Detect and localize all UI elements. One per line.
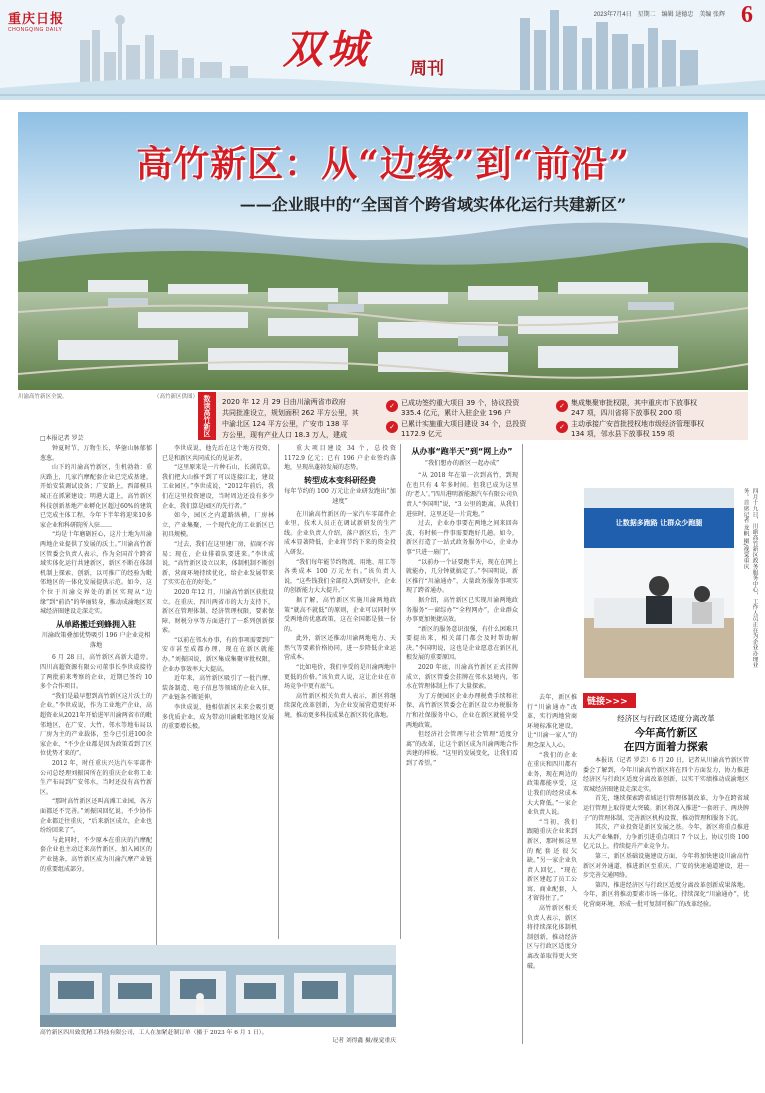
paragraph: “那时高竹新区还叫高滩工业园，各方面都还不完善。”刘振国回忆说，不少协作企业都迁往重庆，“后来新区成立，企业也纷纷回来了”。 <box>40 798 152 835</box>
section-heading: 从办事“跑半天”到“网上办” <box>411 447 513 456</box>
paragraph: “从 2018 年在第一次到高竹，到现在也只有 4 年多时间。但我已成为这里的‘老人’。”四川港明新能源汽车有限公司负责人“李国明”说，“3 公里的距离，从我们进驻时，这里还是一片荒地。” <box>406 472 518 518</box>
paragraph: 近年来，高竹新区吸引了一批汽摩、装备制造、电子信息等领域的企业入驻，产业链条不断延伸。 <box>162 675 274 702</box>
paragraph: “我们的企业在重庆和四川都有业务，现在两边的政策都能享受，这让我们的经营成本大大降低。”一家企业负责人说。 <box>527 751 577 817</box>
paragraph: “当初，我们跟随重庆企业来到新区，那时候这里的配套还很欠缺。”另一家企业负责人回忆，“现在新区建起了员工公寓、商业配套，人才留得住了。” <box>527 818 577 903</box>
service-hall-caption: 四月十九日，川渝高竹新区政务服务中心，工作人员正在为企业办理业务。首席记者 龙帆 摄/视觉重庆 <box>742 488 757 668</box>
overview-line: 中渝北区 124 平方公里，广安市 138 平 <box>222 420 349 428</box>
caption-credit: 记者 刘得鑫 摄/视觉重庆 <box>332 1038 396 1044</box>
logo-text: 重庆日报 <box>8 12 65 27</box>
designer-credit: 美编 张辉 <box>699 12 725 18</box>
sidebox-body <box>583 756 749 1053</box>
factory-floor-illustration <box>40 945 396 1027</box>
article-column-5 <box>527 693 577 1043</box>
paragraph: 第四，推进经济区与行政区适度分离改革创新成果落地。今年，新区将推动要素市场一体化，持续深化“川渝通办”，优化营商环境，形成一批可复制可推广的改革经验。 <box>583 881 749 908</box>
link-tag: 链接>>> <box>583 693 636 708</box>
caption-text: 高竹新区四川致优精工科技有限公司，工人在加紧赶制订单（摄于 2023 年 6 月 1 日）。 <box>40 1030 268 1036</box>
figure-line: 134 项，邻水县下放事权 159 项 <box>571 430 675 438</box>
overview-line: 方公里，现有产业人口 18.3 万人，建成 <box>222 431 348 439</box>
service-hall-photo <box>584 488 734 678</box>
feature-photo <box>18 112 748 390</box>
sidebox-title-line2: 在四方面着力探索 <box>624 741 708 753</box>
paragraph: 去年，新区推行“川渝通办”改革，实行两地营商环境标准化建设，让“川渝一家人”的理念深入人心。 <box>527 694 577 749</box>
paragraph: “以前在邻水办事，有的事项需要到广安市甚至成都办理，现在在新区就能办。”刘振国说，新区集成集聚审批权限，企业办事效率大大提高。 <box>162 636 274 673</box>
paragraph: 高竹新区相关负责人表示，新区将持续深化体制机制创新，推动经济区与行政区适度分离改革取得更大突破。 <box>527 905 577 970</box>
figure-line: 主动承接广安首批授权地市级经济管理事权 <box>571 420 704 428</box>
paragraph: 第三，新区基础设施建设方面，今年将加快建设川渝高竹新区对外通道，推进新区至重庆、广安的快速通道建设，进一步完善交通网络。 <box>583 852 749 880</box>
column-divider <box>278 444 279 939</box>
figure-line: 已累计实施重大项目建设 34 个，总投资 <box>401 420 527 428</box>
paragraph: 据介绍，高竹新区已实现川渝两地政务服务“一窗综办”“全程网办”，企业群众办事更加便捷高效。 <box>406 596 518 624</box>
page-number: 6 <box>741 2 753 28</box>
key-figure-approval-powers <box>571 398 746 418</box>
caption-credit: （高竹新区供图） <box>153 394 198 400</box>
article-column-1 <box>40 444 152 1022</box>
factory-photo-caption <box>40 1029 396 1045</box>
figure-line: 335.4 亿元，累计入驻企业 196 户 <box>401 409 512 417</box>
section-subheading: 每年节约的 100 万元让企业研发跑出“加速度” <box>284 488 396 505</box>
overview-line: 共同批准设立，规划面积 262 平方公里，其 <box>222 409 359 417</box>
check-icon: ✓ <box>386 421 398 433</box>
paragraph: 2020 年底，川渝高竹新区正式挂牌成立，新区管委会挂牌在邻水县境内，邻水在管理体制上作了大量探索。 <box>406 664 518 691</box>
issue-weekday: 星期二 <box>637 12 656 18</box>
figure-line: 1172.9 亿元 <box>401 430 442 438</box>
column-divider <box>522 444 523 1044</box>
paragraph: 与此同时，不少原本在重庆的汽摩配套企业也主动迁来高竹新区，加入园区的产业链条，高竹新区成为川渝汽摩产业链的重要组成部分。 <box>40 836 152 873</box>
paragraph: 但经济社会管理与社会管理“适度分离”的改革，让这个新区成为川渝两地合作共建的样板。“这里的发展变化，让我们看到了希望。” <box>406 731 518 767</box>
factory-photo <box>40 945 396 1027</box>
key-figure-major-projects <box>401 419 551 439</box>
paragraph: 钟夏时节，万物生长，华蓥山脉郁郁葱葱。 <box>40 445 152 462</box>
logo-subtext: CHONGQING DAILY <box>8 27 63 33</box>
paragraph: 重大项目建设 34 个，总投资 1172.9 亿元；已有 196 户企业签约落地，呈现出蓬勃发展的态势。 <box>284 445 396 472</box>
service-hall-illustration <box>584 488 734 678</box>
paragraph: “我们每年能节约物流、用地、用工等各类成本 100 万元左右。”该负责人说，“这些钱我们全部投入到研发中，企业的创新能力大大提升。” <box>284 558 396 595</box>
sidebox-title: 今年高竹新区 <box>634 727 698 739</box>
key-figure-signed-projects <box>401 398 551 418</box>
key-figures-band <box>198 392 748 440</box>
paragraph: 首先，继续探索跨省域运行管理体制改革，力争在跨省域运行管理上取得更大突破。新区将深入推进“一套班子、两块牌子”的管理体制，完善新区机构设置，推动管理和服务下沉。 <box>583 795 749 822</box>
paragraph: “这里原来是一片种石山，长满荒草。我们把大山推平到了可以连接江北，建设工业园区。”李世成说，“2012年前后，我们在这里投资建设，当时周边还没有多少企业，我们算是园区的先行者。” <box>162 464 274 510</box>
paragraph: 2012 年，时任重庆兴达汽车零部件公司总经理刘振国所在的重庆企业将工业生产布局到广安邻水，当时还没有高竹新区。 <box>40 760 152 796</box>
paragraph: 为了方便园区企业办理税费手续和社保，高竹新区管委会在新区设立办税服务厅和社保服务中心，企业在新区就能享受两地政策。 <box>406 692 518 729</box>
masthead <box>0 0 765 100</box>
paragraph: 李世成说，他先后在这个地方投资，已是和新区共同成长的见证者。 <box>162 445 274 462</box>
issue-date: 2023年7月4日 <box>593 12 632 18</box>
key-figure-economic-powers <box>571 419 746 439</box>
paragraph: 高竹新区相关负责人表示，新区将继续深化改革创新，为企业发展营造更好环境，推动更多科技成果在新区转化落地。 <box>284 692 396 720</box>
paragraph: “比如电价，我们享受的是川渝两地中更低的价格。”该负责人说，这让企业在市场竞争中更有底气。 <box>284 664 396 691</box>
paragraph: 其次，产业投资是新区发展之基。今年，新区将重点推进五大产业集群，力争新引进重点项目 7 个以上，协议引资 100 亿元以上，持续提升产业竞争力。 <box>583 824 749 851</box>
check-icon: ✓ <box>386 400 398 412</box>
paragraph: “新区的服务意识很强，有什么困难只要提出来，相关部门都会及时帮助解决。”李国明说，这也是企业愿意在新区扎根发展的重要原因。 <box>406 625 518 662</box>
editor-credit: 编辑 逯德忠 <box>661 12 694 18</box>
paragraph: 本报讯（记者 罗芸）6 月 20 日，记者从川渝高竹新区管委会了解到，今年川渝高竹新区将在四个方面发力，协力推进经济区与行政区适度分离改革创新，以实干实绩推动成渝地区双城经济圈建设走深走实。 <box>583 757 749 793</box>
overview-line: 2020 年 12 月 29 日由川渝两省市政府 <box>222 398 346 406</box>
article-column-2 <box>162 444 274 939</box>
check-icon: ✓ <box>556 421 568 433</box>
section-subheading: 川渝政策叠加优势吸引 196 户企业竞相落地 <box>41 632 151 649</box>
paragraph: 如今，园区之内道路纵横，厂房林立，产业集聚，一个现代化的工业新区已初具规模。 <box>162 512 274 539</box>
paragraph: “我们是最早想到高竹新区这片沃土的企业。”李世成说，作为工业地产企业，高超资业从2021年开始进军川渝两省市的毗邻地区，在广安、大竹、邻水等地布局以厂房为主的产业载体，至今已引进100余家企业，“不少企业都是因为政策看到了区位优势才来的”。 <box>40 692 152 758</box>
figure-line: 247 项，四川省将下放事权 200 项 <box>571 409 682 417</box>
section-title: 双城 <box>283 26 371 73</box>
section-subtitle: 周刊 <box>410 59 444 79</box>
paragraph: “过去，我们在这里建厂房，招商不容易；现在，企业排着队要进来。”李世成说，“高竹新区设立以来，体制机制不断创新，营商环境持续优化，给企业发展带来了实实在在的好处。” <box>162 540 274 587</box>
main-headline: 高竹新区：从“边缘”到“前沿” <box>136 143 630 185</box>
sub-headline: ——企业眼中的“全国首个跨省域实体化运行共建新区” <box>239 195 627 214</box>
feature-photo-caption <box>18 392 198 400</box>
related-link-box <box>583 693 749 1053</box>
caption-text: 川渝高竹新区全貌。 <box>18 394 68 400</box>
paragraph: 在川渝高竹新区的一家汽车零部件企业里，技术人员正在调试新研发的生产线。企业负责人介绍，落户新区后，生产成本显著降低，企业将节约下来的资金投入研发。 <box>284 510 396 556</box>
figure-line: 集成集聚审批权限，其中重庆市下放事权 <box>571 399 697 407</box>
article-byline: □本报记者 罗芸 <box>40 435 84 442</box>
key-figures-tag: 数读高竹新区 <box>198 392 216 440</box>
issue-meta <box>594 9 725 18</box>
article-column-4 <box>406 444 518 1044</box>
section-subheading: “我们想办的新区一起办成” <box>424 459 500 467</box>
paragraph: 2020 年12 月，川渝高竹新区获批设立。在重庆、四川两省市的大力支持下，新区在管理体制、经济管理权限、要素保障、财税分享等方面进行了一系列创新探索。 <box>162 588 274 635</box>
column-divider <box>400 444 401 939</box>
paragraph: “均是十年磨砺匠心，这片土地为川渝两地企业提供了发展的沃土。”川渝高竹新区管委会负责人表示，作为全国首个跨省域实体化运行共建新区，新区不断在体制机制上探索、创新，以可推广的经验为毗邻地区的一体化发展提供示范。如今，这个位于川渝交界处的新区实现从“边缘”到“前沿”的华丽转身，推动成渝地区双城经济圈建设走深走实。 <box>40 531 152 616</box>
paragraph: 李世成说，他相信新区未来会吸引更多优质企业，成为带动川渝毗邻地区发展的重要增长极。 <box>162 704 274 731</box>
paragraph: 据了解，高竹新区实施川渝两地政策“就高不就低”的原则，企业可以同时享受两地的优惠政策，这在全国都是独一份的。 <box>284 596 396 633</box>
paragraph: 此外，新区还推动川渝两地电力、天然气等要素价格协同，进一步降低企业运营成本。 <box>284 635 396 662</box>
sidebox-kicker: 经济区与行政区适度分离改革 <box>617 714 715 723</box>
key-figure-overview <box>222 397 382 441</box>
paragraph: 过去，企业办事要在两地之间来回奔波，有时候一件事需要跑好几趟。如今，新区打造了一站式政务服务中心，企业办事“只进一扇门”。 <box>406 520 518 556</box>
section-heading: 转型成本变科研经费 <box>304 475 376 485</box>
paragraph: 6 月 28 日，高竹新区高新大道旁，四川高超资源有限公司董事长李世成接待了两批前来考察的企业，近期已签约 10 多个合作项目。 <box>40 654 152 691</box>
paragraph: 山下的川渝高竹新区，生机勃勃：重庆路上，几家汽摩配套企业已完成基建，开始安装调试设备；广安路上，西部模具城正在抓紧建设；明港大道上，高竹新区科技创新基地产业孵化区超过60%的建筑已完成主体工程，今年下半年将迎来10多家企业和科研院所入驻…… <box>40 464 152 529</box>
article-column-3 <box>284 444 396 939</box>
figure-line: 已成功签约重大项目 39 个，协议投资 <box>401 399 520 407</box>
newspaper-logo <box>8 8 72 34</box>
section-heading: 从单路搬迁到蜂拥入驻 <box>56 619 136 629</box>
paragraph: “以前办一个证要跑半天，现在在网上就能办，几分钟就搞定了。”李国明说，新区推行“川渝通办”，大量政务服务事项实现了跨省通办。 <box>406 558 518 595</box>
check-icon: ✓ <box>556 400 568 412</box>
hall-sign-text: 让数据多跑路 让群众少跑腿 <box>615 519 703 527</box>
column-divider <box>156 444 157 1022</box>
